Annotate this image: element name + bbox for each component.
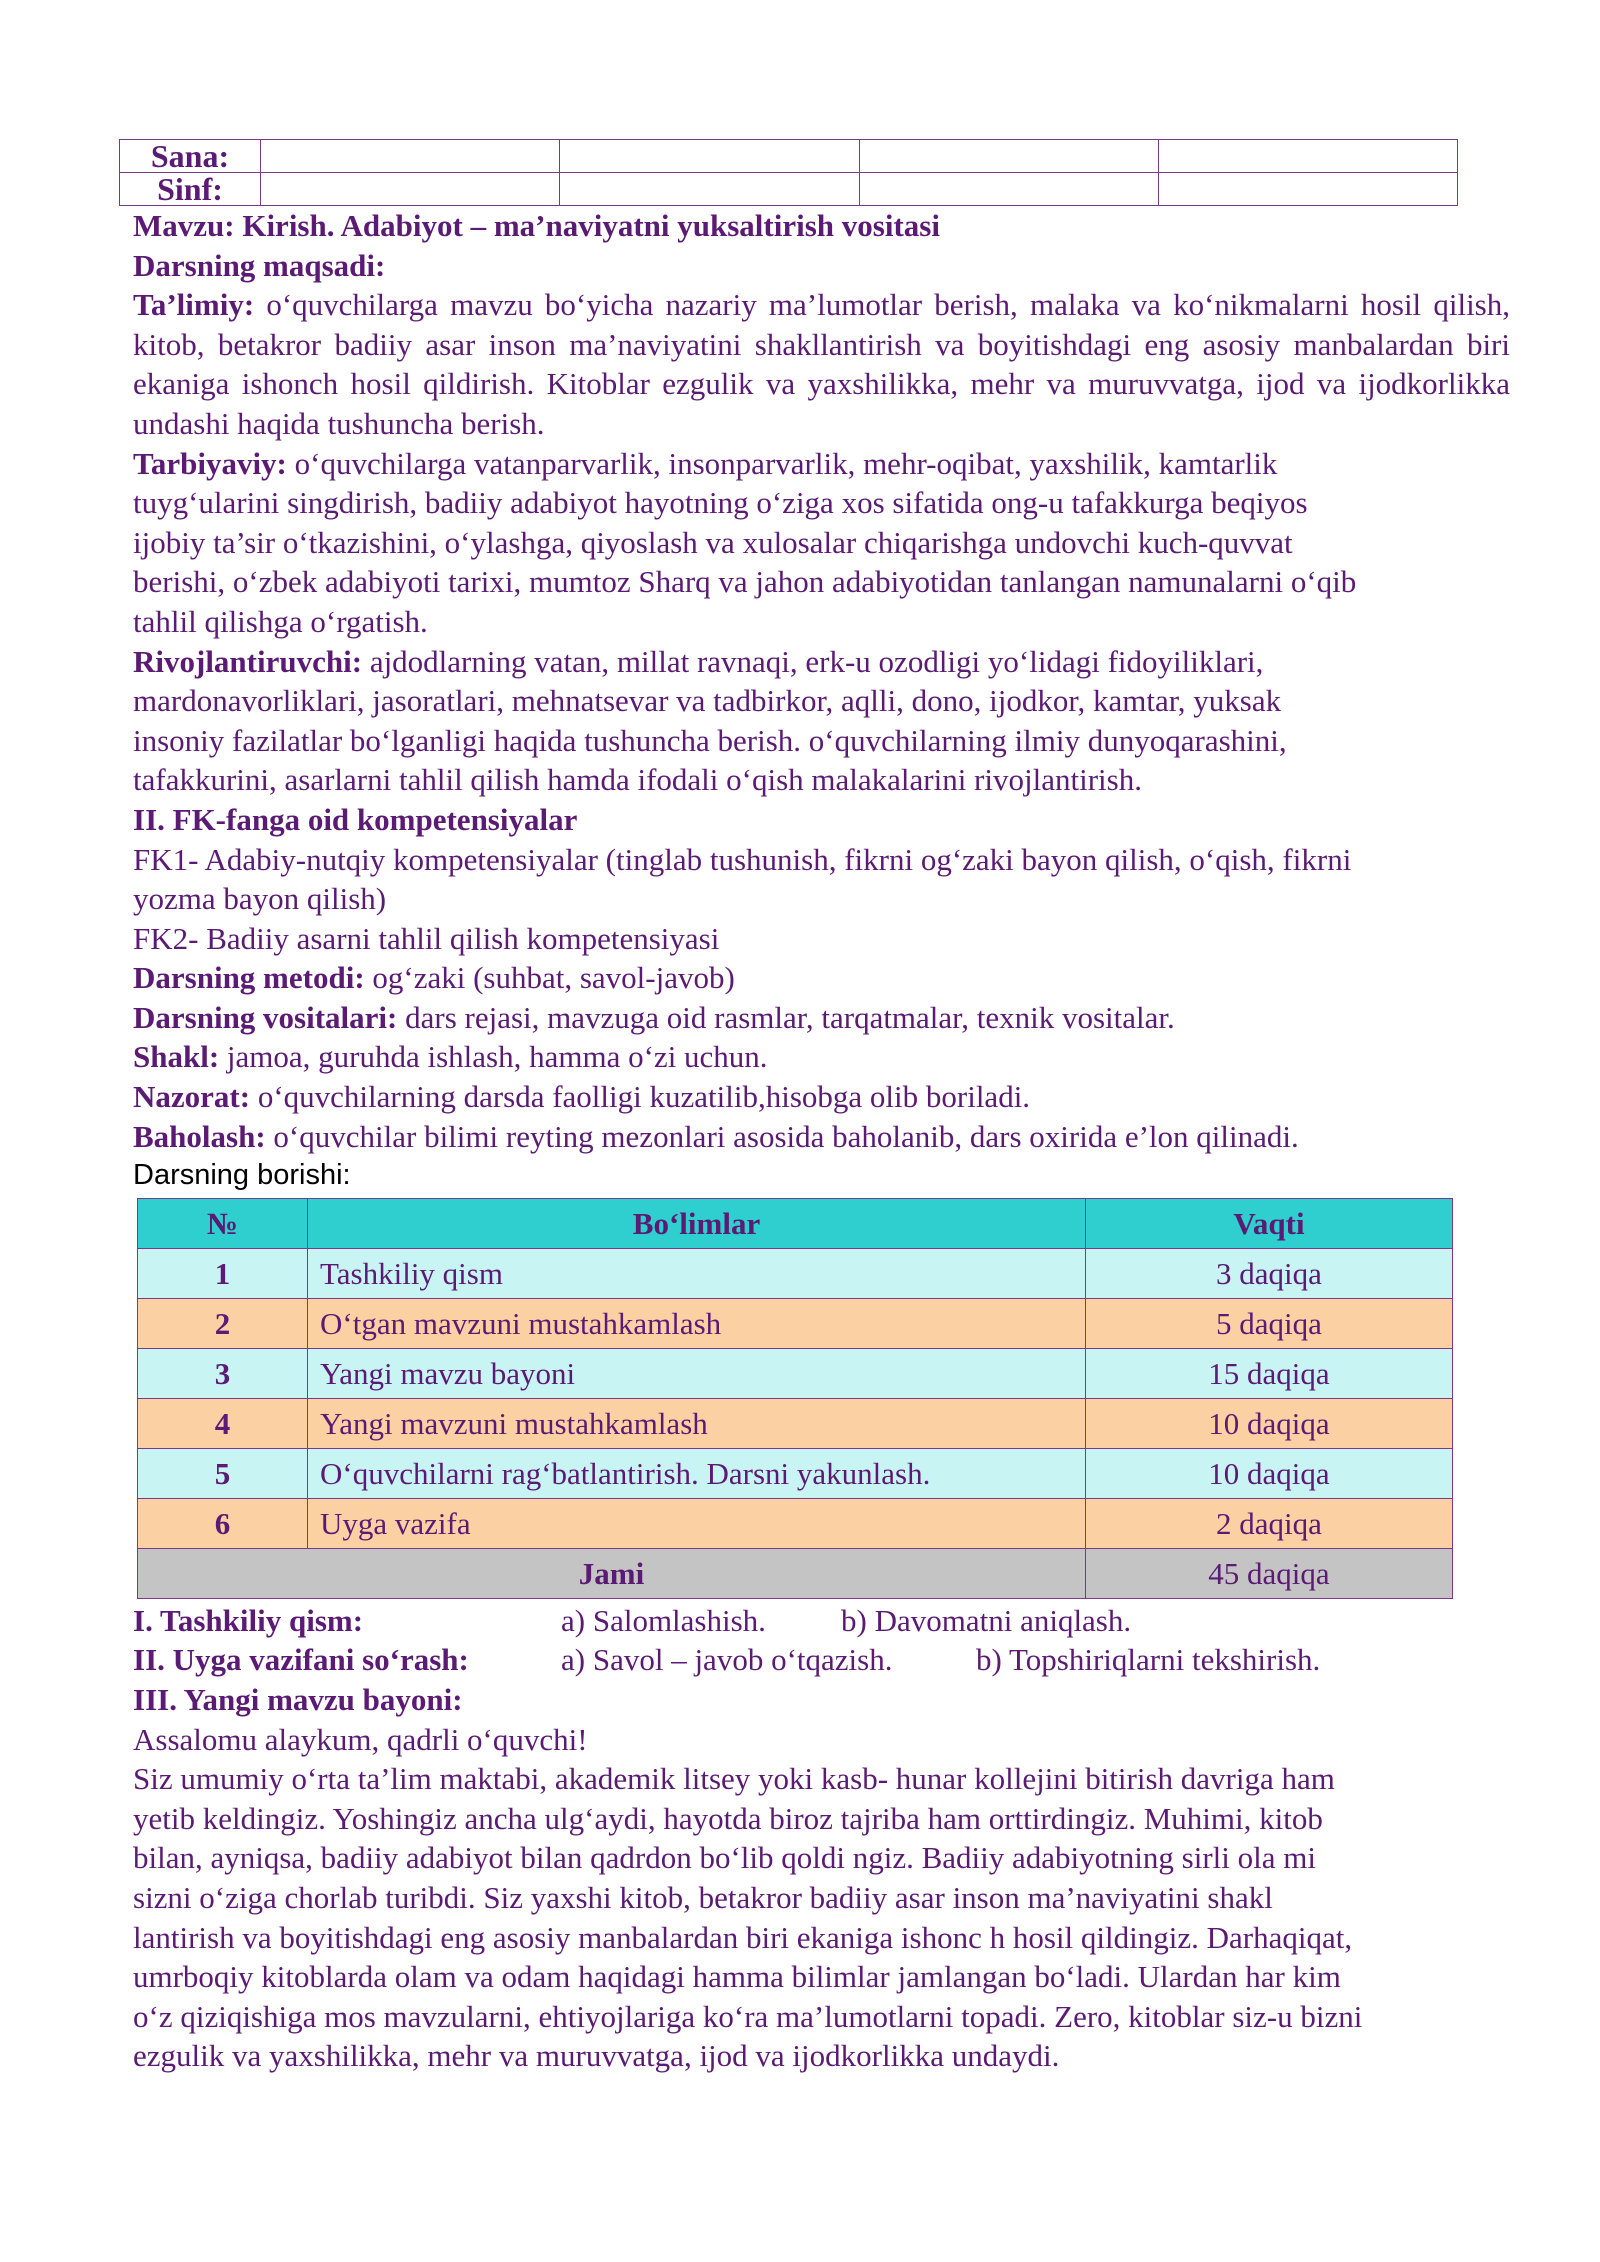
upbringing-goal-line: ijobiy ta’sir o‘tkazishini, o‘ylashga, qiyoslash va xulosalar chiqarishga undovchi kuch-quvvat bbox=[133, 524, 1293, 560]
row-number: 6 bbox=[138, 1498, 308, 1548]
fk2-line: FK2- Badiiy asarni tahlil qilish kompetensiyasi bbox=[133, 920, 720, 956]
homework-check-label: II. Uyga vazifani so‘rash: bbox=[133, 1642, 469, 1678]
lesson-flow-table bbox=[137, 1198, 1453, 1599]
table-row bbox=[138, 1348, 1453, 1398]
new-topic-heading: III. Yangi mavzu bayoni: bbox=[133, 1682, 463, 1718]
educational-goal-label: Ta’limiy: bbox=[133, 287, 255, 323]
upbringing-goal-line: o‘quvchilarga vatanparvarlik, insonparvarlik, mehr-oqibat, yaxshilik, kamtarlik bbox=[286, 445, 1278, 481]
developmental-goal-line: mardonavorliklari, jasoratlari, mehnatsevar va tadbirkor, aqlli, dono, ijodkor, kamtar, yuksak bbox=[133, 683, 1282, 719]
assessment-line bbox=[133, 1117, 1510, 1157]
upbringing-goal bbox=[133, 444, 1510, 642]
body-line: lantirish va boyitishdagi eng asosiy manbalardan biri ekaniga ishonc h hosil qildingiz. Darhaqiqat, bbox=[133, 1919, 1353, 1955]
body-line: umrboqiy kitoblarda olam va odam haqidagi hamma bilimlar jamlangan bo‘ladi. Ulardan har kim bbox=[133, 1959, 1341, 1995]
sinf-cell[interactable] bbox=[261, 173, 560, 206]
tools-label: Darsning vositalari: bbox=[133, 999, 398, 1035]
method-text: og‘zaki (suhbat, savol-javob) bbox=[364, 960, 735, 996]
table-header-row bbox=[138, 1198, 1453, 1248]
organizational-part-b: b) Davomatni aniqlash. bbox=[841, 1602, 1132, 1638]
row-number: 2 bbox=[138, 1298, 308, 1348]
row-number: 5 bbox=[138, 1448, 308, 1498]
form-label: Shakl: bbox=[133, 1039, 220, 1075]
fk1-line: FK1- Adabiy-nutqiy kompetensiyalar (tinglab tushunish, fikrni og‘zaki bayon qilish, o‘qish, fikrni bbox=[133, 841, 1352, 877]
developmental-goal-line: ajdodlarning vatan, millat ravnaqi, erk-u ozodligi yo‘lidagi fidoyiliklari, bbox=[362, 643, 1264, 679]
sana-cell[interactable] bbox=[261, 140, 560, 173]
lesson-flow-label: Darsning borishi: bbox=[133, 1159, 351, 1192]
sana-row bbox=[120, 140, 1458, 173]
organizational-part-line bbox=[133, 1601, 1510, 1641]
competencies-heading: II. FK-fanga oid kompetensiyalar bbox=[133, 801, 578, 837]
developmental-goal-line: tafakkurini, asarlarni tahlil qilish hamda ifodali o‘qish malakalarini rivojlantirish. bbox=[133, 762, 1142, 798]
lesson-plan-page bbox=[133, 139, 1510, 2076]
educational-goal-text: o‘quvchilarga mavzu bo‘yicha nazariy ma’lumotlar berish, malaka va ko‘nikmalarni hosil qilish, kitob, betakror badiiy asar inson ma’naviyatini shakllantirish va boyitishdagi eng asosiy manbalardan biri ekaniga ishonch hosil qildirish. Kitoblar ezgulik va yaxshilikka, mehr va muruvvatga, ijod va ijodkorlikka undashi haqida tushuncha berish. bbox=[133, 287, 1510, 441]
total-label: Jami bbox=[138, 1548, 1086, 1598]
row-section: Uyga vazifa bbox=[308, 1498, 1086, 1548]
row-time: 2 daqiqa bbox=[1086, 1498, 1453, 1548]
date-class-table bbox=[119, 139, 1458, 206]
sinf-cell[interactable] bbox=[1158, 173, 1457, 206]
organizational-part-a: a) Salomlashish. bbox=[561, 1602, 766, 1638]
lesson-topic: Mavzu: Kirish. Adabiyot – ma’naviyatni yuksaltirish vositasi bbox=[133, 208, 940, 243]
table-row bbox=[138, 1298, 1453, 1348]
homework-check-b: b) Topshiriqlarni tekshirish. bbox=[976, 1642, 1321, 1678]
greeting: Assalomu alaykum, qadrli o‘quvchi! bbox=[133, 1721, 588, 1757]
assessment-label: Baholash: bbox=[133, 1118, 266, 1154]
row-section: Tashkiliy qism bbox=[308, 1248, 1086, 1298]
upbringing-goal-line: tahlil qilishga o‘rgatish. bbox=[133, 603, 428, 639]
body-line: yetib keldingiz. Yoshingiz ancha ulg‘aydi, hayotda biroz tajriba ham orttirdingiz. Muhimi, kitob bbox=[133, 1800, 1323, 1836]
table-row bbox=[138, 1248, 1453, 1298]
row-time: 10 daqiqa bbox=[1086, 1398, 1453, 1448]
table-row bbox=[138, 1498, 1453, 1548]
method-label: Darsning metodi: bbox=[133, 960, 365, 996]
sinf-row bbox=[120, 173, 1458, 206]
row-time: 15 daqiqa bbox=[1086, 1348, 1453, 1398]
body-line: bilan, ayniqsa, badiiy adabiyot bilan qadrdon bo‘lib qoldi ngiz. Badiiy adabiyotning sirli ola mi bbox=[133, 1840, 1316, 1876]
table-row bbox=[138, 1398, 1453, 1448]
row-time: 3 daqiqa bbox=[1086, 1248, 1453, 1298]
col-time-header: Vaqti bbox=[1086, 1198, 1453, 1248]
row-time: 10 daqiqa bbox=[1086, 1448, 1453, 1498]
body-line: ezgulik va yaxshilikka, mehr va muruvvatga, ijod va ijodkorlikka undaydi. bbox=[133, 2038, 1060, 2074]
developmental-goal-label: Rivojlantiruvchi: bbox=[133, 643, 363, 679]
body-line: Siz umumiy o‘rta ta’lim maktabi, akademik litsey yoki kasb- hunar kollejini bitirish davriga ham bbox=[133, 1761, 1335, 1797]
row-number: 1 bbox=[138, 1248, 308, 1298]
table-total-row bbox=[138, 1548, 1453, 1598]
row-section: Yangi mavzuni mustahkamlash bbox=[308, 1398, 1086, 1448]
row-number: 4 bbox=[138, 1398, 308, 1448]
developmental-goal bbox=[133, 642, 1510, 800]
body-line: o‘z qiziqishiga mos mavzularni, ehtiyojlariga ko‘ra ma’lumotlarni topadi. Zero, kitoblar siz-u bizni bbox=[133, 1998, 1363, 2034]
col-number-header: № bbox=[138, 1198, 308, 1248]
sana-cell[interactable] bbox=[1158, 140, 1457, 173]
upbringing-goal-line: tuyg‘ularini singdirish, badiiy adabiyot hayotning o‘ziga xos sifatida ong-u tafakkurga beqiyos bbox=[133, 485, 1308, 521]
sana-cell[interactable] bbox=[859, 140, 1158, 173]
col-sections-header: Bo‘limlar bbox=[308, 1198, 1086, 1248]
row-section: Yangi mavzu bayoni bbox=[308, 1348, 1086, 1398]
control-text: o‘quvchilarning darsda faolligi kuzatilib,hisobga olib boriladi. bbox=[250, 1079, 1031, 1115]
form-line bbox=[133, 1037, 1510, 1077]
educational-goal bbox=[133, 285, 1510, 443]
fk1-line: yozma bayon qilish) bbox=[133, 881, 387, 917]
homework-check-line bbox=[133, 1640, 1510, 1680]
tools-text: dars rejasi, mavzuga oid rasmlar, tarqatmalar, texnik vositalar. bbox=[397, 999, 1175, 1035]
sana-label: Sana: bbox=[120, 140, 261, 173]
upbringing-goal-line: berishi, o‘zbek adabiyoti tarixi, mumtoz Sharq va jahon adabiyotidan tanlangan namunalarni o‘qib bbox=[133, 564, 1357, 600]
row-time: 5 daqiqa bbox=[1086, 1298, 1453, 1348]
sinf-cell[interactable] bbox=[560, 173, 859, 206]
method-line bbox=[133, 958, 1510, 998]
row-section: O‘quvchilarni rag‘batlantirish. Darsni yakunlash. bbox=[308, 1448, 1086, 1498]
row-section: O‘tgan mavzuni mustahkamlash bbox=[308, 1298, 1086, 1348]
tools-line bbox=[133, 998, 1510, 1038]
sana-cell[interactable] bbox=[560, 140, 859, 173]
goals-heading: Darsning maqsadi: bbox=[133, 247, 386, 283]
sinf-cell[interactable] bbox=[859, 173, 1158, 206]
upbringing-goal-label: Tarbiyaviy: bbox=[133, 445, 287, 481]
assessment-text: o‘quvchilar bilimi reyting mezonlari asosida baholanib, dars oxirida e’lon qilinadi. bbox=[265, 1118, 1299, 1154]
body-line: sizni o‘ziga chorlab turibdi. Siz yaxshi kitob, betakror badiiy asar inson ma’naviyatini shakl bbox=[133, 1880, 1273, 1915]
row-number: 3 bbox=[138, 1348, 308, 1398]
developmental-goal-line: insoniy fazilatlar bo‘lganligi haqida tushuncha berish. o‘quvchilarning ilmiy dunyoqarashini, bbox=[133, 722, 1287, 758]
sinf-label: Sinf: bbox=[120, 173, 261, 206]
total-time: 45 daqiqa bbox=[1086, 1548, 1453, 1598]
control-label: Nazorat: bbox=[133, 1079, 251, 1115]
control-line bbox=[133, 1077, 1510, 1117]
form-text: jamoa, guruhda ishlash, hamma o‘zi uchun. bbox=[219, 1039, 768, 1075]
table-row bbox=[138, 1448, 1453, 1498]
new-topic-body bbox=[133, 1759, 1510, 2076]
homework-check-a: a) Savol – javob o‘tqazish. bbox=[561, 1642, 893, 1678]
organizational-part-label: I. Tashkiliy qism: bbox=[133, 1602, 364, 1638]
